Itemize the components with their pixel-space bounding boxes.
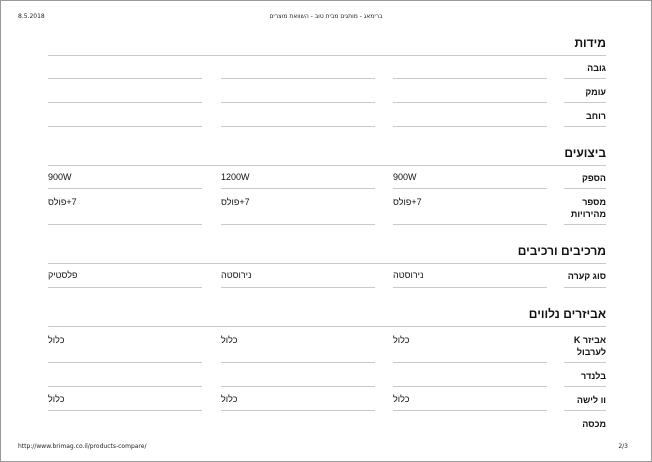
divider [48,326,606,327]
cell-divider [564,102,606,103]
header-title: ברימאג - מותגים מבית טוב - השוואת מוצרים [269,13,383,20]
row-label-depth: עומק [585,87,606,97]
cell-divider [564,362,606,363]
section-title-dimensions: מידות [574,36,606,50]
cell-divider [48,362,202,363]
cell-divider [221,78,375,79]
section-title-components: מרכיבים ורכיבים [517,244,606,258]
cell-divider [48,287,202,288]
cell-speeds-1: 7+פולס [393,197,422,207]
cell-dough-hook-3: כלול [48,394,65,404]
cell-divider [564,126,606,127]
cell-bowl-3: פלסטיק [48,270,78,280]
footer-url: http://www.brimag.co.il/products-compare/ [18,443,147,450]
cell-power-3: 900W [48,172,72,182]
section-title-performance: ביצועים [564,146,606,160]
cell-divider [564,287,606,288]
cell-divider [393,126,547,127]
cell-k-beater-2: כלול [221,335,238,345]
cell-divider [221,386,375,387]
cell-divider [221,287,375,288]
cell-divider [221,362,375,363]
cell-divider [393,386,547,387]
row-label-power: הספק [581,173,606,183]
row-label-dough-hook: וו לישה [576,395,606,405]
cell-divider [564,224,606,225]
cell-divider [221,188,375,189]
cell-divider [221,102,375,103]
row-label-blender: בלנדר [580,371,606,381]
cell-divider [564,410,606,411]
row-label-bowl-type: סוג קערה [567,271,606,281]
cell-bowl-2: נירוסטה [221,270,252,280]
cell-divider [393,224,547,225]
row-label-cover: מכסה [582,419,606,429]
section-title-accessories: אביזרים נלווים [528,307,606,321]
cell-bowl-1: נירוסטה [393,270,424,280]
cell-power-1: 900W [393,172,417,182]
cell-divider [393,102,547,103]
cell-divider [564,386,606,387]
row-label-k-beater: אביזר K לערבול [573,335,606,357]
cell-divider [221,126,375,127]
cell-k-beater-1: כלול [393,335,410,345]
cell-divider [48,386,202,387]
cell-k-beater-3: כלול [48,335,65,345]
cell-divider [393,78,547,79]
cell-divider [564,78,606,79]
cell-speeds-3: 7+פולס [48,197,77,207]
footer-page-number: 2/3 [618,443,628,450]
cell-speeds-2: 7+פולס [221,197,250,207]
cell-power-2: 1200W [221,172,250,182]
cell-dough-hook-2: כלול [221,394,238,404]
cell-divider [221,224,375,225]
cell-divider [393,410,547,411]
cell-divider [48,78,202,79]
cell-divider [393,287,547,288]
divider [48,55,606,56]
divider [48,165,606,166]
cell-divider [48,410,202,411]
cell-divider [48,188,202,189]
cell-divider [221,410,375,411]
row-label-width: רוחב [586,111,606,121]
cell-divider [48,102,202,103]
cell-divider [564,188,606,189]
divider [48,263,606,264]
cell-divider [393,188,547,189]
cell-divider [393,362,547,363]
cell-dough-hook-1: כלול [393,394,410,404]
row-label-speeds: מספר מהירויות [570,197,606,219]
row-label-height: גובה [587,63,606,73]
cell-divider [48,224,202,225]
header-date: 8.5.2018 [18,13,45,20]
cell-divider [48,126,202,127]
